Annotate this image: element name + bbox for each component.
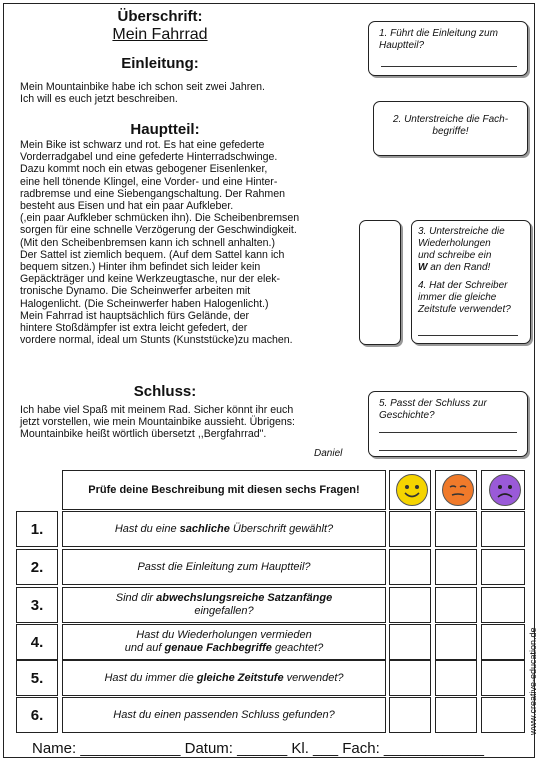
intro-text [20, 81, 350, 105]
checklist-question-1 [62, 511, 386, 547]
main-line: Mein Fahrrad ist hauptsächlich fürs Gelände, der [20, 309, 250, 322]
rating-checkbox[interactable] [389, 511, 431, 547]
header-label: Überschrift: [117, 8, 203, 25]
row-number: 1. [16, 511, 58, 547]
question-line: 1. Führt die Einleitung zum [379, 28, 498, 39]
checklist-question-6 [62, 697, 386, 733]
main-line: (,ein paar Aufkleber schmücken ihn). Die Scheibenbremsen [20, 212, 300, 225]
checklist-header: Prüfe deine Beschreibung mit diesen sechs Fragen! [62, 470, 386, 510]
face-cell-neutral [435, 470, 477, 510]
side-question-1 [368, 21, 528, 76]
main-line: Dazu kommt noch ein etwas gebogener Eisenlenker, [20, 163, 268, 176]
sad-face-icon [489, 474, 521, 506]
row-number: 5. [16, 660, 58, 696]
rating-checkbox[interactable] [481, 660, 525, 696]
main-line: Der Sattel ist ziemlich bequem. (Auf dem Sattel kann ich [20, 248, 285, 261]
margin-box [359, 220, 401, 345]
rating-checkbox[interactable] [435, 624, 477, 660]
conclusion-line: jetzt vorstellen, wie mein Mountainbike aussieht. Übrigens: [20, 416, 295, 429]
question-line: Zeitstufe verwendet? [418, 304, 511, 315]
main-line: sorgen für eine schnelle Verzögerung der Geschwindigkeit. [20, 224, 297, 237]
question-line: immer die gleiche [418, 292, 497, 303]
intro-heading: Einleitung: [121, 55, 199, 72]
intro-line: Ich will es euch jetzt beschreiben. [20, 93, 178, 106]
question-line: begriffe! [432, 126, 469, 137]
question-text: Passt die Einleitung zum Hauptteil? [137, 560, 311, 573]
face-cell-sad [481, 470, 525, 510]
rating-checkbox[interactable] [481, 587, 525, 623]
rating-checkbox[interactable] [389, 587, 431, 623]
question-line: 5. Passt der Schluss zur [379, 398, 487, 409]
rating-checkbox[interactable] [389, 624, 431, 660]
main-heading: Hauptteil: [130, 121, 200, 138]
row-number: 3. [16, 587, 58, 623]
row-number: 6. [16, 697, 58, 733]
main-line: (Mit den Scheibenbremsen kann ich schnell anhalten.) [20, 236, 275, 249]
question-text: Hast du eine [114, 522, 180, 535]
answer-line [418, 335, 518, 336]
rating-checkbox[interactable] [435, 660, 477, 696]
question-line: 3. Unterstreiche die [418, 226, 505, 237]
footer-fields: Name: ____________ Datum: ______ Kl. ___ Fach: ____________ [32, 740, 485, 757]
main-line: vordere normal, ideal um Stunts (Kunststücke)zu machen. [20, 334, 293, 347]
row-number: 2. [16, 549, 58, 585]
bold-letter: W [418, 262, 428, 273]
page-title: Mein Fahrrad [112, 26, 208, 43]
question-line: Hauptteil? [379, 40, 425, 51]
question-text: eingefallen? [194, 605, 254, 617]
rating-checkbox[interactable] [435, 511, 477, 547]
side-question-3-4 [411, 220, 531, 344]
face-cell-happy [389, 470, 431, 510]
question-text: Überschrift gewählt? [229, 522, 334, 535]
answer-line [381, 66, 517, 67]
rating-checkbox[interactable] [435, 587, 477, 623]
question-text: geachtet? [271, 642, 324, 654]
question-text: Sind dir [115, 592, 157, 604]
rating-checkbox[interactable] [481, 549, 525, 585]
question-text: und auf [124, 642, 165, 654]
happy-face-icon [396, 474, 428, 506]
rating-checkbox[interactable] [435, 549, 477, 585]
conclusion-heading: Schluss: [133, 383, 197, 400]
checklist-question-2 [62, 549, 386, 585]
question-line: 4. Hat der Schreiber [418, 280, 508, 291]
main-line: eine hell tönende Klingel, eine Vorder- und eine Hinter- [20, 175, 278, 188]
question-bold: genaue Fachbegriffe [164, 642, 272, 654]
main-line: radbremse und eine Siebengangschaltung. Der Rahmen [20, 187, 286, 200]
conclusion-text [20, 404, 350, 441]
question-text: Hast du einen passenden Schluss gefunden? [113, 708, 335, 721]
main-line: hintere Stoßdämpfer ist extra leicht gefedert, der [20, 322, 248, 335]
intro-line: Mein Mountainbike habe ich schon seit zwei Jahren. [20, 81, 265, 93]
question-line: und schreibe ein [418, 250, 492, 261]
main-line: besteht aus Eisen und hat ein paar Aufkleber. [20, 200, 234, 213]
rating-checkbox[interactable] [435, 697, 477, 733]
rating-checkbox[interactable] [481, 511, 525, 547]
author-name: Daniel [314, 448, 343, 459]
answer-line [379, 450, 517, 451]
side-question-2 [373, 101, 528, 156]
conclusion-line: Ich habe viel Spaß mit meinem Rad. Sicher könnt ihr euch [20, 404, 294, 416]
answer-line [379, 432, 517, 433]
rating-checkbox[interactable] [481, 624, 525, 660]
question-text: Hast du Wiederholungen vermieden [136, 629, 312, 641]
main-line: Gepäckträger und keine Werkzeugtasche, nur der elek- [20, 273, 281, 286]
main-line: bequem sitzen.) Hinter ihm befindet sich leider kein [20, 261, 261, 274]
checklist-question-3 [62, 587, 386, 623]
rating-checkbox[interactable] [389, 660, 431, 696]
question-bold: sachliche [179, 522, 230, 535]
watermark-text: www.creative-education.de [528, 627, 538, 735]
question-bold: abwechslungsreiche Satzanfänge [156, 592, 333, 604]
row-number: 4. [16, 624, 58, 660]
question-text: Hast du immer die [104, 671, 197, 684]
main-line: Mein Bike ist schwarz und rot. Es hat eine gefederte [20, 139, 265, 151]
main-line: Vorderradgabel und eine gefederte Hinterradschwinge. [20, 151, 278, 164]
main-text [20, 139, 350, 346]
side-question-5 [368, 391, 528, 457]
question-line-tail: an den Rand! [430, 262, 491, 273]
question-line: 2. Unterstreiche die Fach- [392, 114, 509, 125]
main-line: Halogenlicht. (Die Scheinwerfer haben Halogenlicht.) [20, 297, 269, 310]
checklist-question-4 [62, 624, 386, 660]
question-line [418, 262, 524, 274]
conclusion-line: Mountainbike heißt wörtlich übersetzt ,,Bergfahrrad". [20, 428, 267, 441]
question-line: Geschichte? [379, 410, 435, 421]
question-text: verwendet? [283, 671, 344, 684]
rating-checkbox[interactable] [481, 697, 525, 733]
rating-checkbox[interactable] [389, 549, 431, 585]
rating-checkbox[interactable] [389, 697, 431, 733]
neutral-face-icon [442, 474, 474, 506]
question-bold: gleiche Zeitstufe [196, 671, 284, 684]
main-line: tronische Dynamo. Die Scheinwerfer arbeiten mit [20, 285, 251, 298]
question-line: Wiederholungen [418, 238, 491, 249]
checklist-question-5 [62, 660, 386, 696]
